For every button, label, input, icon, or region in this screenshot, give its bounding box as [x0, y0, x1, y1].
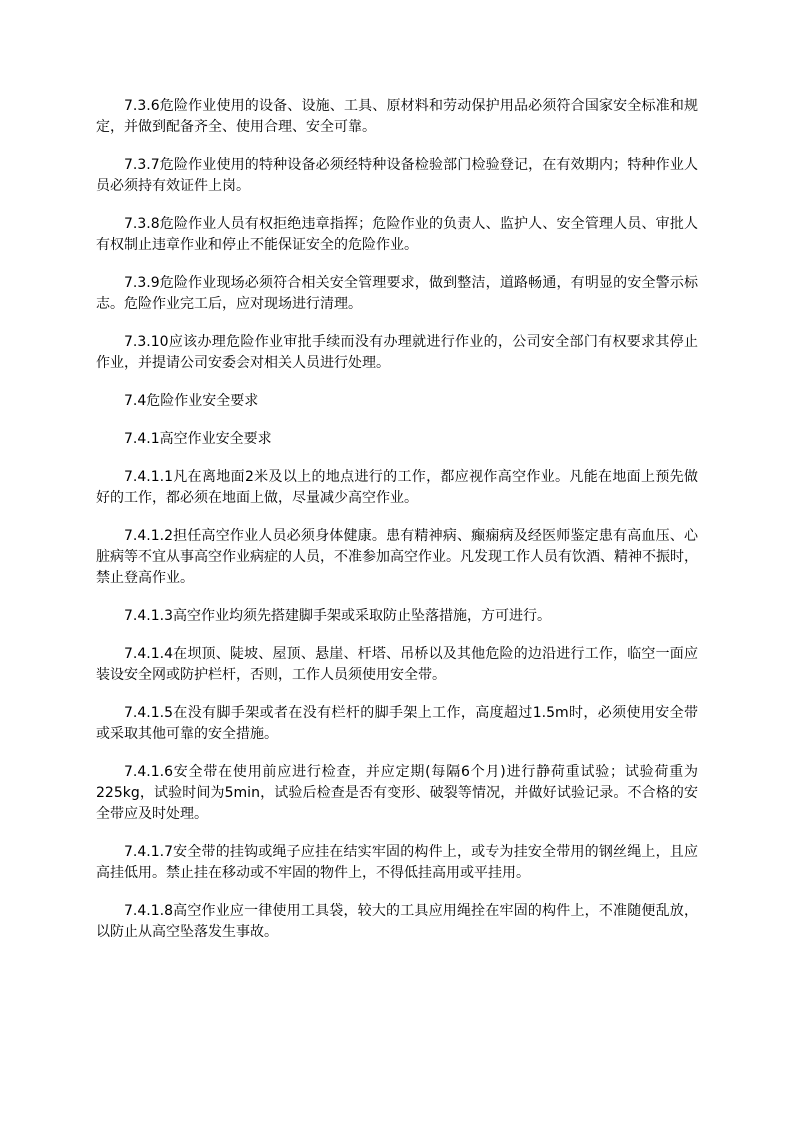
- paragraph-7-3-7: 7.3.7危险作业使用的特种设备必须经特种设备检验部门检验登记，在有效期内；特种作业人员必须持有效证件上岗。: [96, 157, 698, 194]
- paragraph-7-3-8: 7.3.8危险作业人员有权拒绝违章指挥；危险作业的负责人、监护人、安全管理人员、审批人有权制止违章作业和停止不能保证安全的危险作业。: [96, 216, 698, 253]
- document-page: [96, 96, 698, 960]
- paragraph-7-4-1-5: 7.4.1.5在没有脚手架或者在没有栏杆的脚手架上工作，高度超过1.5m时，必须使用安全带或采取其他可靠的安全措施。: [96, 705, 698, 742]
- section-heading-7-4: 7.4危险作业安全要求: [124, 393, 259, 409]
- paragraph-7-3-6: 7.3.6危险作业使用的设备、设施、工具、原材料和劳动保护用品必须符合国家安全标准和规定，并做到配备齐全、使用合理、安全可靠。: [96, 98, 698, 135]
- paragraph-7-4-1-7: 7.4.1.7安全带的挂钩或绳子应挂在结实牢固的构件上，或专为挂安全带用的钢丝绳上，且应高挂低用。禁止挂在移动或不牢固的物件上，不得低挂高用或平挂用。: [96, 844, 698, 881]
- paragraph-7-4-1-8: 7.4.1.8高空作业应一律使用工具袋，较大的工具应用绳拴在牢固的构件上，不准随便乱放，以防止从高空坠落发生事故。: [96, 903, 698, 940]
- paragraph-7-4-1-1: 7.4.1.1凡在离地面2米及以上的地点进行的工作，都应视作高空作业。凡能在地面上预先做好的工作，都必须在地面上做，尽量减少高空作业。: [96, 469, 698, 506]
- paragraph-7-4-1-6: 7.4.1.6安全带在使用前应进行检查，并应定期(每隔6个月)进行静荷重试验；试验荷重为225kg，试验时间为5min，试验后检查是否有变形、破裂等情况，并做好试验记录。不合格的安全带应及时处理。: [96, 764, 698, 822]
- paragraph-7-4-1-2: 7.4.1.2担任高空作业人员必须身体健康。患有精神病、癫痫病及经医师鉴定患有高血压、心脏病等不宜从事高空作业病症的人员，不准参加高空作业。凡发现工作人员有饮酒、精神不振时，禁止登高作业。: [96, 528, 698, 586]
- paragraph-7-3-9: 7.3.9危险作业现场必须符合相关安全管理要求，做到整洁，道路畅通，有明显的安全警示标志。危险作业完工后，应对现场进行清理。: [96, 275, 698, 312]
- paragraph-7-4-1-3: 7.4.1.3高空作业均须先搭建脚手架或采取防止坠落措施，方可进行。: [124, 608, 551, 624]
- paragraph-7-3-10: 7.3.10应该办理危险作业审批手续而没有办理就进行作业的，公司安全部门有权要求其停止作业，并提请公司安委会对相关人员进行处理。: [96, 334, 698, 371]
- paragraph-7-4-1-4: 7.4.1.4在坝顶、陡坡、屋顶、悬崖、杆塔、吊桥以及其他危险的边沿进行工作，临空一面应装设安全网或防护栏杆，否则，工作人员须使用安全带。: [96, 646, 698, 683]
- section-heading-7-4-1: 7.4.1高空作业安全要求: [124, 431, 272, 447]
